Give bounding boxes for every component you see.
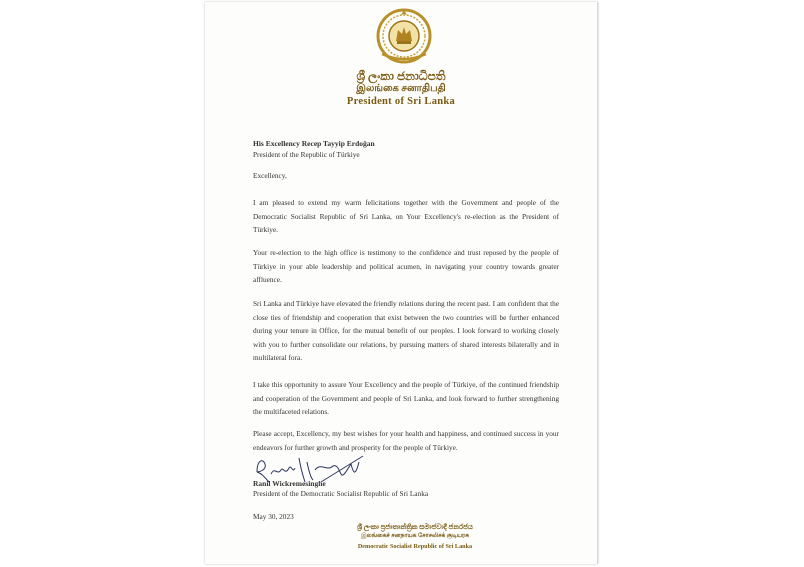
addressee-title: President of the Republic of Türkiye [253,150,360,159]
letterhead-tamil-title: இலங்கை சனாதிபதி [356,83,446,94]
footer-sinhala: ශ්‍රී ලංකා ප්‍රජාතාන්ත්‍රික සමාජවාදී ජනරජය [357,523,473,531]
paragraph-2: Your re-election to the high office is testimony to the confidence and trust reposed by the people of Türkiye in your able leadership and political acumen, in navigating your country towards greater affluence. [253,248,559,285]
letterhead-sinhala-title: ශ්‍රී ලංකා ජනාධිපති [356,69,446,83]
letter-date: May 30, 2023 [253,512,294,521]
signatory-title: President of the Democratic Socialist Republic of Sri Lanka [253,489,429,498]
salutation: Excellency, [253,171,287,180]
letter-page [205,2,598,564]
paragraph-4: I take this opportunity to assure Your Excellency and the people of Türkiye, of the continued friendship and cooperation of the Government and people of Sri Lanka, and look forward to further strengthening the multifaceted relations. [253,380,559,417]
footer-english: Democratic Socialist Republic of Sri Lanka [357,543,473,550]
sri-lanka-emblem-icon [376,8,432,64]
paragraph-1: I am pleased to extend my warm felicitations together with the Government and people of the Democratic Socialist Republic of Sri Lanka, on Your Excellency's re-election as the President of Türkiye. [253,198,559,235]
addressee-name: His Excellency Recep Tayyip Erdoğan [253,139,375,148]
paragraph-5: Please accept, Excellency, my best wishes for your health and happiness, and continued success in your endeavors for further growth and prosperity for the people of Türkiye. [253,429,559,452]
paragraph-3: Sri Lanka and Türkiye have elevated the friendly relations during the recent past. I am confident that the close ties of friendship and cooperation that exist between the two countries will be further enhanced during your tenure in Office, for the mutual benefit of our peoples. I look forward to working closely with you to further consolidate our relations, by pursuing matters of shared interests bilaterally and in multilateral fora. [253,299,559,363]
signatory-name: Ranil Wickremesinghe [253,479,326,488]
footer-tamil: இலங்கைச் சனநாயக சோசலிசக் குடியரசு [360,533,470,539]
letterhead-english-title: President of Sri Lanka [346,96,456,107]
